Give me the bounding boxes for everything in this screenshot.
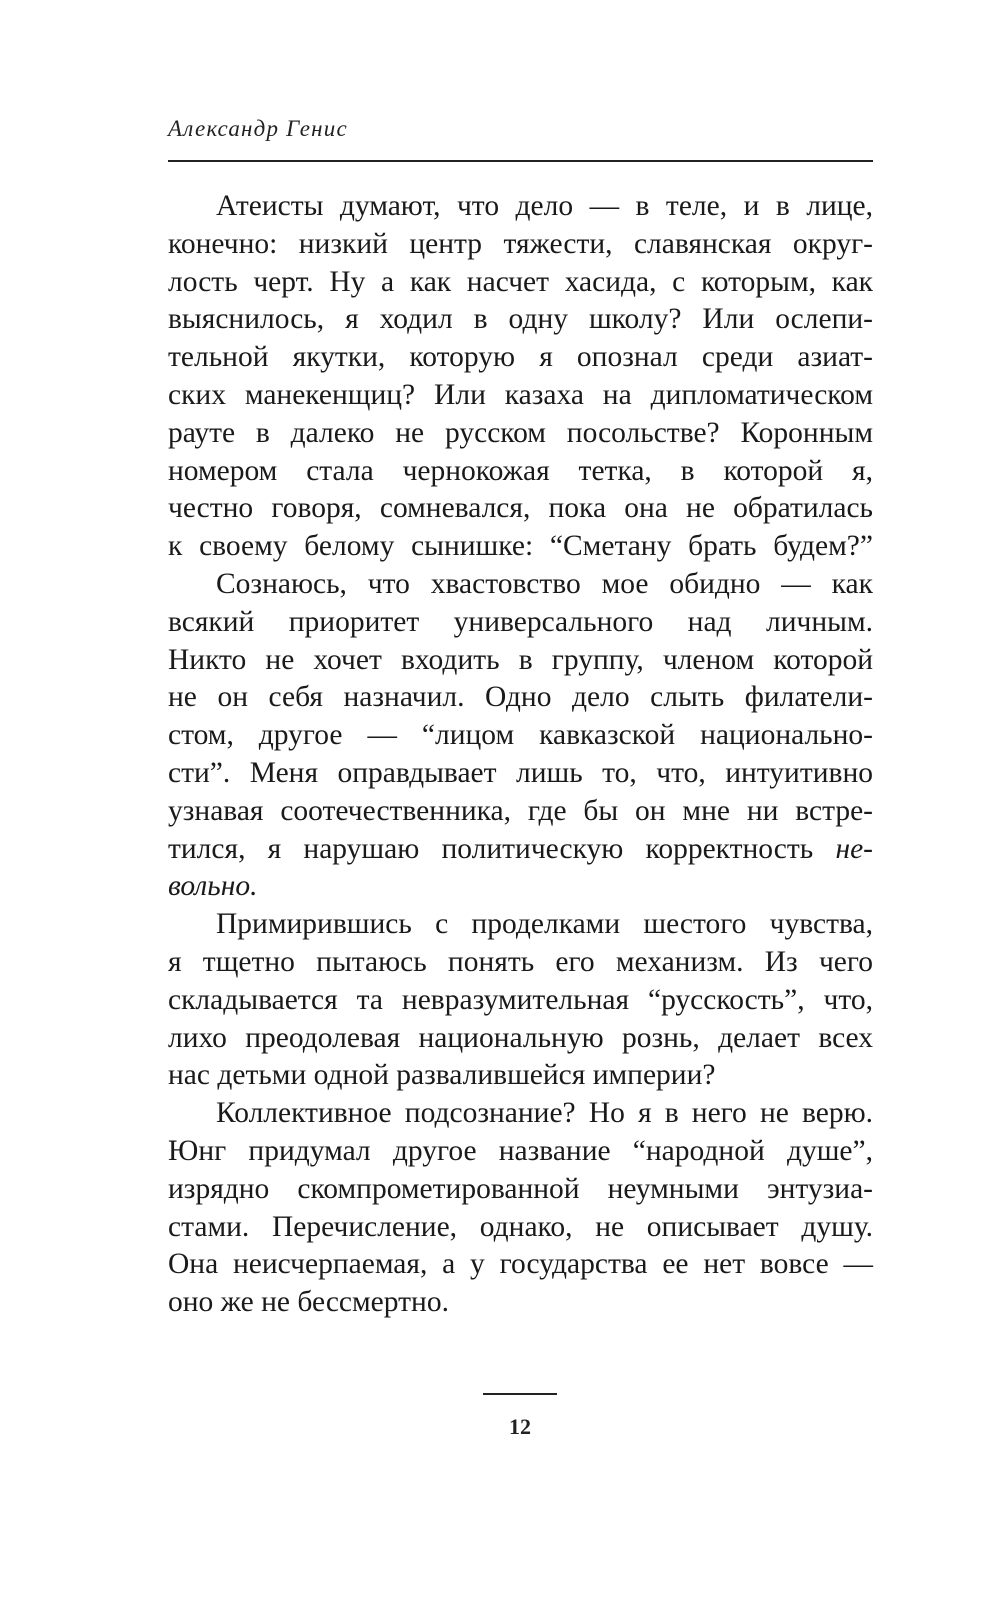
header-divider (168, 160, 873, 162)
text-line: конечно: низкий центр тяжести, славянская округ- (168, 227, 873, 260)
text-line: сти”. Меня оправдывает лишь то, что, интуитивно (168, 756, 873, 789)
text-line: лость черт. Ну а как насчет хасида, с которым, как (168, 265, 873, 298)
text-line: к своему белому сынишке: “Сметану брать будем?” (168, 530, 873, 563)
text-line: я тщетно пытаюсь понять его механизм. Из чего (168, 945, 873, 978)
text-line: изрядно скомпрометированной неумными энтузиа- (168, 1172, 873, 1205)
text-line: Атеисты думают, что дело — в теле, и в лице, (216, 190, 873, 222)
italic-word-part: не- (835, 832, 873, 865)
text-line: стами. Перечисление, однако, не описывает душу. (168, 1210, 873, 1243)
text-line: ских манекенщиц? Или казаха на дипломатическом (168, 378, 873, 411)
text-line: Сознаюсь, что хвастовство мое обидно — как (216, 567, 873, 600)
text-line: узнавая соотечественника, где бы он мне ни встре- (168, 794, 873, 827)
footer-divider (483, 1393, 557, 1395)
text-line: складывается та невразумительная “русскость”, что, (168, 983, 873, 1016)
text-line: стом, другое — “лицом кавказской национально- (168, 719, 873, 752)
text-line: не он себя назначил. Одно дело слыть филатели- (168, 681, 873, 714)
text-line (168, 831, 873, 869)
text-line: Юнг придумал другое название “народной душе”, (168, 1134, 873, 1167)
running-head-author: Александр Генис (168, 116, 348, 141)
text-line: номером стала чернокожая тетка, в которой я, (168, 454, 873, 487)
text-line: всякий приоритет универсального над личным. (168, 605, 873, 638)
text-line: рауте в далеко не русском посольстве? Коронным (168, 416, 873, 449)
text-line: нас детьми одной развалившейся империи? (168, 1059, 716, 1092)
text-line: выяснилось, я ходил в одну школу? Или ослепи- (168, 303, 873, 336)
text-line-main: тился, я нарушаю политическую корректность (168, 832, 814, 865)
text-line: Она неисчерпаемая, а у государства ее нет вовсе — (168, 1248, 873, 1281)
body-text (168, 188, 873, 1322)
text-line: Коллективное подсознание? Но я в него не верю. (216, 1097, 873, 1130)
italic-word-part: вольно. (168, 870, 258, 903)
text-line: Примирившись с проделками шестого чувства, (216, 908, 873, 941)
text-line (168, 868, 873, 906)
text-line: Никто не хочет входить в группу, членом которой (168, 643, 873, 676)
text-line: тельной якутки, которую я опознал среди азиат- (168, 341, 873, 374)
text-line: оно же не бессмертно. (168, 1286, 449, 1319)
text-line: лихо преодолевая национальную рознь, делает всех (168, 1021, 873, 1054)
text-line: честно говоря, сомневался, пока она не обратилась (168, 492, 873, 525)
page-number: 12 (509, 1414, 531, 1439)
